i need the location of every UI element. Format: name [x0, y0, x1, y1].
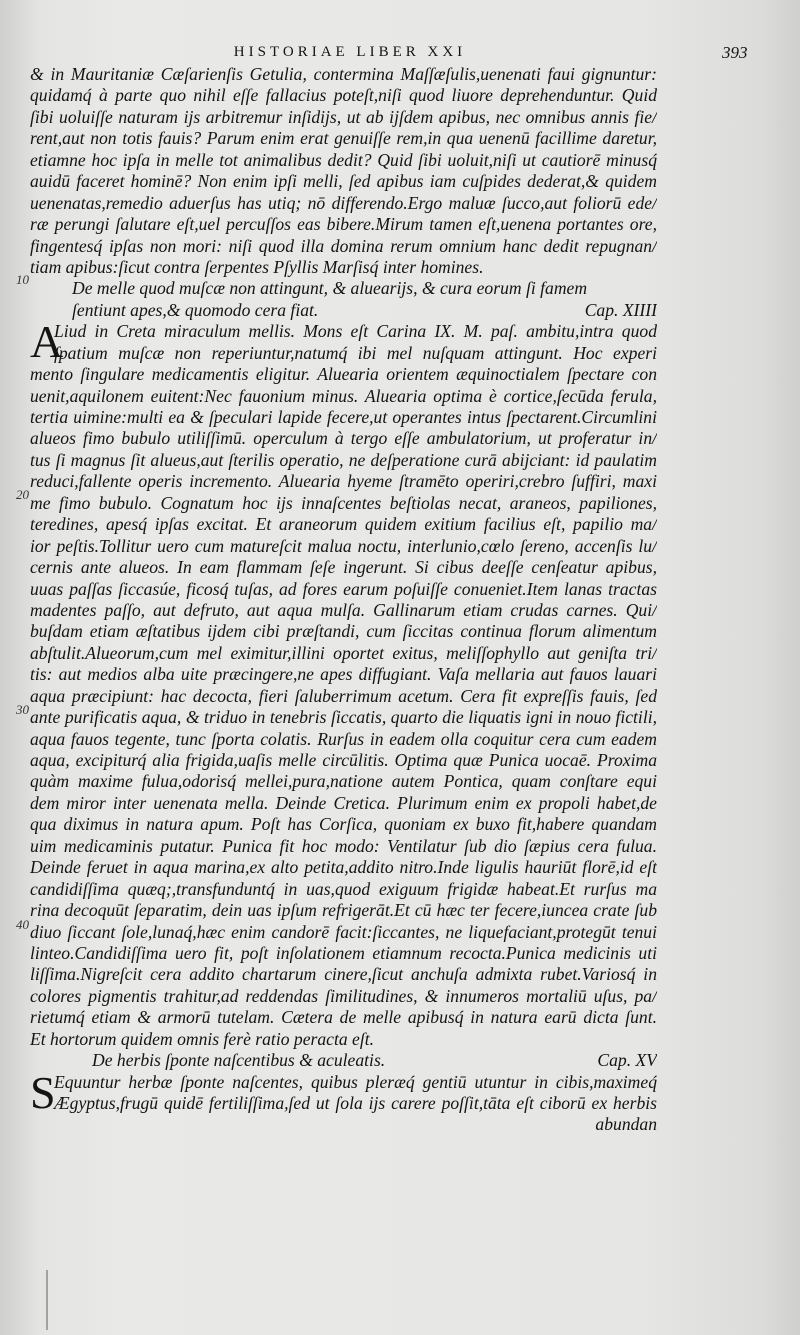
chapter-heading-line [30, 1050, 657, 1071]
chapter-heading-line [30, 300, 657, 321]
drop-cap-letter: A [30, 316, 64, 368]
chapter-heading-text: De herbis ſponte naſcentibus & aculeatis. [92, 1050, 386, 1071]
text-line: aqua præcipiunt: hac decocta, fieri ſaluberrimum acetum. Cera fit expreſſis fauis, ſed [30, 685, 657, 706]
text-line: Et hortorum quidem omnis ferè ratio peracta eſt. [30, 1028, 375, 1049]
text-line: aqua, excipiturq́ alia frigida,uaſis melle circūlitis. Optima quæ Punica uocaē. Proxima [30, 750, 657, 770]
margin-line-number: 10 [16, 272, 29, 287]
text-line: tus ſi magnus ſit alueus,aut ſterilis operatio, ne deſperatione curā abijciant: id paulatim [30, 449, 657, 470]
text-line: ante purificatis aqua, & triduo in tenebris ſiccatis, quarto die liquatis igni in nouo fictili, [30, 707, 657, 728]
margin-line-number: 20 [16, 487, 29, 502]
text-line: uuas paſſas ſiccasúe, ficosq́ tuſas, ad fores earum poſuiſſe conueniet.Item lanas tractas [30, 578, 657, 599]
text-line: uim medicaminis putatur. Punica fit hoc modo: Ventilatur ſub dio ſæpius cera fulua. [30, 835, 657, 856]
text-line: ſpatium muſcæ non reperiuntur,natumq́ ibi mel nuſquam attingunt. Hoc experi [54, 342, 657, 363]
margin-line-number: 40 [16, 917, 29, 932]
chapter-heading-text: ſentiunt apes,& quomodo cera fiat. [72, 299, 319, 320]
text-line: quidamq́ à parte quo nihil eſſe fallacius poteſt,niſi quod liuore deprehenduntur. Quid [30, 85, 657, 106]
page-number: 393 [722, 43, 748, 62]
text-line: madentes paſſo, aut defruto, aut aqua mulſa. Gallinarum etiam crudas carnes. Qui/ [30, 599, 657, 620]
paragraph-cap15 [30, 1066, 657, 1118]
text-line: cernis ante alueos. In eam flammam ſeſe ingerunt. Si cibus deeſſe cenſeatur apibus, [30, 557, 657, 578]
text-line: & in Mauritaniæ Cæſarienſis Getulia, contermina Maſſæſulis,uenenati faui gignuntur: [30, 64, 657, 84]
text-line: tis: aut medios alba uite præcingere,ne apes diffugiant. Vaſa mellaria aut fauos lauari [30, 664, 657, 685]
body-text [30, 64, 657, 1136]
text-line: rietumq́ etiam & armorū tutelam. Cætera de melle apibusq́ in natura earū dicta ſunt. [30, 1007, 657, 1028]
text-line: me fimo bubulo. Cognatum hoc ijs innaſcentes beſtiolas necat, araneos, papiliones, [30, 492, 657, 513]
text-line: reduci,fallente operis incremento. Aluearia hyeme ſtramēto operiri,crebro ſuffiri, maxi [30, 471, 657, 492]
text-line: rina decoquūt ſeparatim, dein uas ipſum refrigerāt.Et cū hæc ter fecere,iuncea crate ſub [30, 900, 657, 921]
text-line: colores pigmentis trahitur,ad reddendas ſimilitudines, & innumeros mortaliū uſus, pa/ [30, 985, 657, 1006]
text-line: Liud in Creta miraculum mellis. Mons eſt Carina IX. M. paſ. ambitu,intra quod [54, 321, 657, 342]
text-line: alueos fimo bubulo utiliſſimū. operculum à tergo eſſe ambulatorium, ut proferatur in/ [30, 428, 657, 449]
text-line: Equuntur herbæ ſponte naſcentes, quibus pleræq́ gentiū utuntur in cibis,maximeq́ [54, 1071, 657, 1092]
text-line: tertia uimine:multi ea & ſpeculari lapide fecere,ut operantes intus ſpectarent.Circumlini [30, 407, 657, 427]
paragraph-cap14 [30, 316, 657, 368]
text-line: ior peſtis.Tollitur uero cum matureſcit malua noctu, interlunio,cœlo ſereno, accenſis lu/ [30, 535, 657, 556]
page-mark [46, 1270, 48, 1330]
text-line: rent,aut non totis fauis? Parum enim erat genuiſſe rem,in qua uenenū facillime daretur, [30, 128, 657, 149]
chapter-heading: De melle quod muſcæ non attingunt, & aluearijs, & cura eorum ſi famem [72, 278, 588, 299]
text-line: aqua fauos tegente, tunc ſporta colatis. Rurſus in eadem olla coquitur cera cum eadem [30, 728, 657, 749]
text-line: ſibi uoluiſſe naturam ijs arbitremur inſidijs, ut ab ijſdem apibus, nec omnibus annis fie/ [30, 106, 657, 127]
text-line: abſtulit.Alueorum,cum mel eximitur,illini oportet exitus, meliſſophyllo aut geniſta tri/ [30, 642, 657, 663]
chapter-number: Cap. XV [597, 1050, 657, 1071]
running-head: HISTORIAE LIBER XXI [233, 44, 467, 60]
text-line: ræ perungi ſalutare eſt,uel percuſſos eas bibere.Mirum tamen eſt,uenena portantes ore, [30, 214, 657, 235]
text-line: qua diximus in natura apum. Poſt has Corſica, quoniam ex buxo fit,habere quandam [30, 814, 657, 835]
text-line: fingentesq́ ipſas non mori: niſi quod illa domina rerum omnium hanc dedit repugnan/ [30, 235, 657, 256]
text-line: quàm maxime fulua,odorisq́ mellei,pura,natione autem Pontica, quam conſtare equi [30, 771, 657, 792]
text-line: buſdam etiam æſtatibus ijdem cibi præſtandi, cum ſiccitas continua florum alimentum [30, 621, 657, 642]
text-line: tiam apibus:ſicut contra ſerpentes Pſyllis Marſisq́ inter homines. [30, 256, 484, 277]
text-line: teredines, apesq́ ipſas excitat. Et araneorum quidem exitium facilius eſt, papilio ma/ [30, 514, 657, 535]
margin-line-number: 30 [16, 702, 29, 717]
text-line: liſſima.Nigreſcit cera addito chartarum cinere,ſicut anchuſa admixta rubet.Variosq́ in [30, 964, 657, 985]
text-line: Deinde feruet in aqua marina,ex alto petita,addito nitro.Inde ligulis hauriūt florē,id eſt [30, 857, 657, 878]
text-line: etiamne hoc ipſa in melle tot animalibus dedit? Quid ſibi uoluit,niſi ut cautiorē minusq́ [30, 149, 657, 170]
chapter-number: Cap. XIIII [584, 299, 657, 320]
text-line: diuo ſiccant ſole,lunaq́,hæc enim candorē facit:ſiccantes, ne liquefaciant,protegūt tenui [30, 921, 657, 942]
text-line: auidū faceret hominē? Non enim ipſi melli, ſed apibus iam cuſpides dederat,& quidem [30, 171, 657, 192]
text-line: mento ſingulare medicamentis eligitur. Aluearia orientem æquinoctialem ſpectare con [30, 364, 657, 385]
drop-cap-letter: S [30, 1066, 56, 1118]
text-line: Ægyptus,frugū quidē fertiliſſima,ſed ut ſola ijs carere poſſit,tāta eſt ciborū ex herbis [54, 1093, 657, 1113]
text-line: uenit,aquilonem euitent:Nec fauonium minus. Aluearia optima è cortice,ſecūda ferula, [30, 385, 657, 406]
text-line: uenenatas,remedio aduerſus has utiq; nō differendo.Ergo maluæ ſucco,aut foliorū ede/ [30, 192, 657, 213]
catchword: abundan [595, 1114, 657, 1135]
text-line: dem miror inter uenenata mella. Deinde Cretica. Plurimum enim ex propoli habet,de [30, 792, 657, 813]
text-line: linteo.Candidiſſima uero fit, poſt inſolationem etiamnum recocta.Punica medicinis uti [30, 942, 657, 963]
text-line: candidiſſima quæq;,transfunduntq́ in uas,quod exiguum frigidæ habeat.Et rurſus ma [30, 878, 657, 899]
